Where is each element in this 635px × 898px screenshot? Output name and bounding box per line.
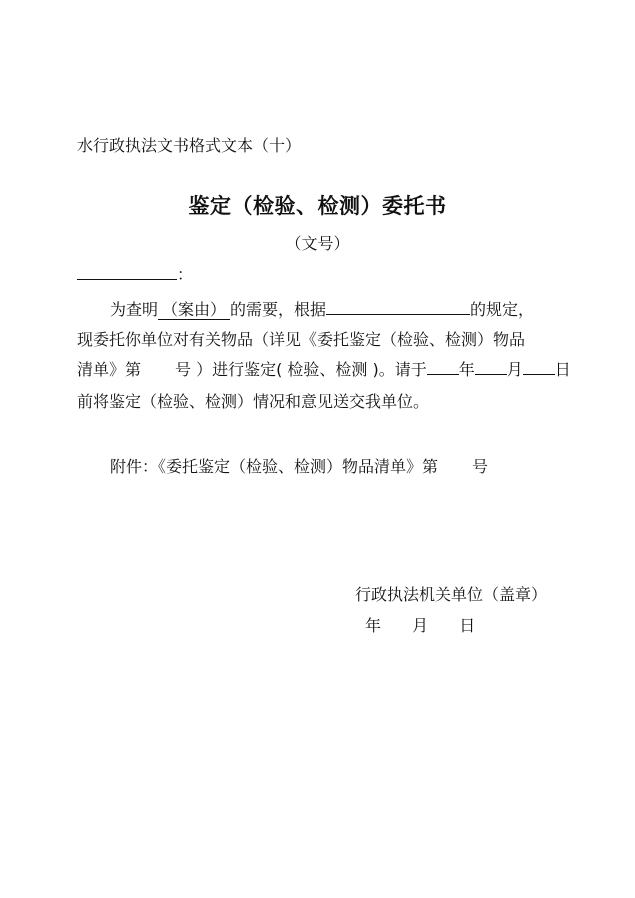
body-text: 的规定，: [470, 300, 535, 319]
addressee-line: [77, 262, 193, 285]
month-blank: [475, 357, 507, 375]
body-line-1: [110, 297, 534, 320]
attachment-line: [110, 454, 488, 477]
body-text: 号 ）进行鉴定( 检验、检测 )。请于: [175, 360, 427, 379]
form-header-label: 水行政执法文书格式文本（十）: [77, 136, 302, 155]
signature-date: [365, 613, 475, 636]
regulation-blank: [326, 297, 470, 315]
body-text: 为查明: [110, 300, 159, 319]
document-number: （文号）: [285, 234, 350, 253]
body-text: 清单》第: [77, 360, 142, 379]
year-blank: [427, 357, 459, 375]
signature-month: 月: [412, 616, 429, 635]
addressee-blank: [77, 262, 177, 280]
document-title: 鉴定（检验、检测）委托书: [188, 194, 447, 218]
body-text: 的需要，根据: [230, 300, 327, 319]
body-line-4: 前将鉴定（检验、检测）情况和意见送交我单位。: [77, 392, 430, 411]
attachment-suffix: 号: [472, 457, 489, 476]
signature-year: 年: [365, 616, 382, 635]
signature-unit: 行政执法机关单位（盖章）: [355, 585, 548, 604]
month-label: 月: [506, 360, 523, 379]
year-label: 年: [458, 360, 475, 379]
case-cause-field: （案由）: [158, 300, 230, 320]
body-line-2: 现委托你单位对有关物品（详见《委托鉴定（检验、检测）物品: [77, 330, 526, 349]
addressee-colon: ：: [177, 265, 194, 284]
body-line-3: [77, 357, 571, 380]
day-blank: [523, 357, 555, 375]
signature-day: 日: [459, 616, 476, 635]
day-label: 日: [554, 360, 571, 379]
attachment-label: 附件：《委托鉴定（检验、检测）物品清单》第: [110, 457, 439, 476]
